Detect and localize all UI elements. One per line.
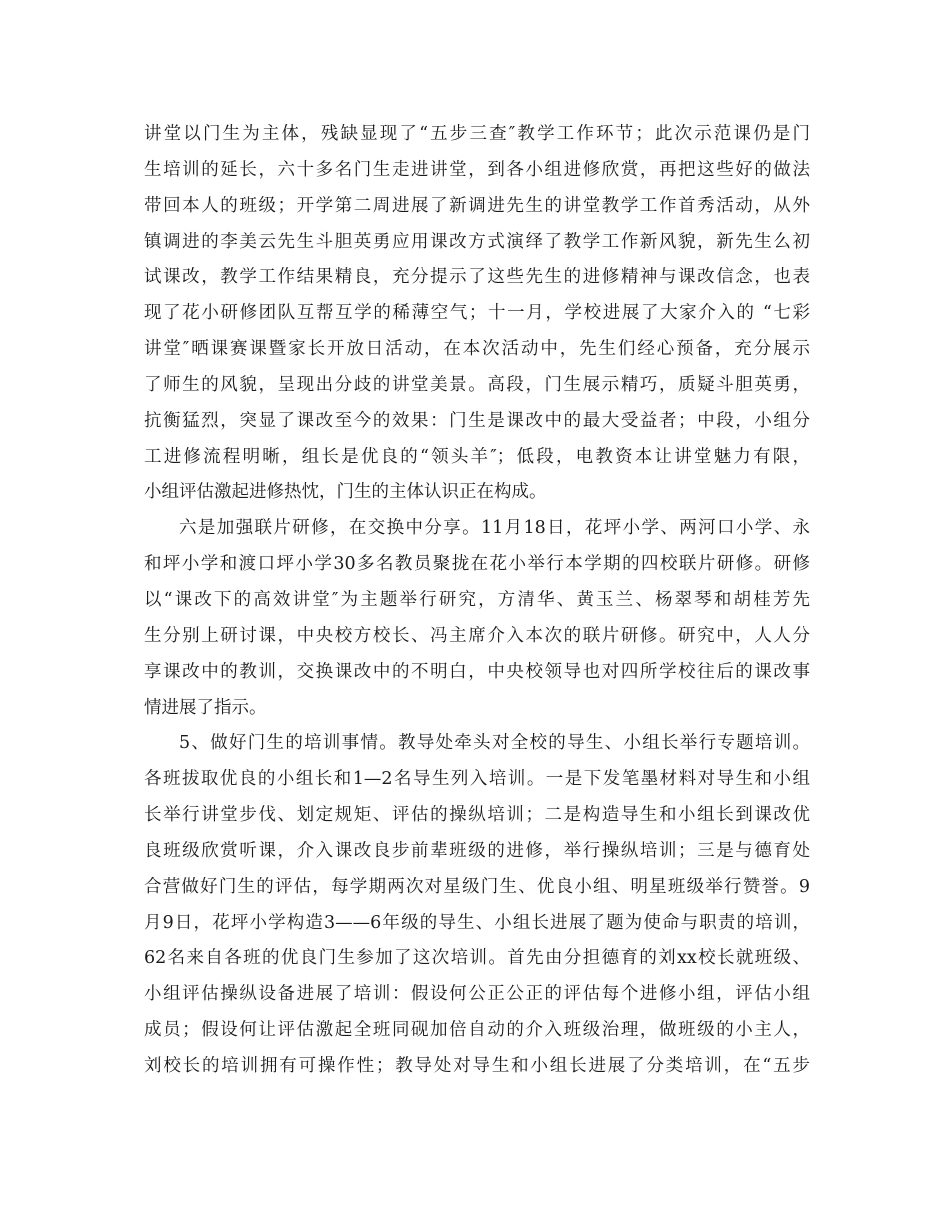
text-line: 抗衡猛烈，突显了课改至今的效果：门生是课改中的最大受益者；中段，小组分 <box>144 410 810 431</box>
text-line: 现了花小研修团队互帮互学的稀薄空气；十一月，学校进展了大家介入的 “七彩 <box>144 303 810 324</box>
text-line: 和坪小学和渡口坪小学30多名教员聚拢在花小举行本学期的四校联片研修。研修 <box>144 554 810 575</box>
text-line: 了师生的风貌，呈现出分歧的讲堂美景。高段，门生展示精巧，质疑斗胆英勇， <box>144 374 810 395</box>
text-line: 小组评估激起进修热忱，门生的主体认识正在构成。 <box>144 482 547 503</box>
text-line: 合营做好门生的评估，每学期两次对星级门生、优良小组、明星班级举行赞誉。9 <box>144 876 810 897</box>
text-line: 讲堂以门生为主体，残缺显现了“五步三查″教学工作环节；此次示范课仍是门 <box>144 124 810 144</box>
text-line: 生培训的延长，六十多名门生走进讲堂，到各小组进修欣赏，再把这些好的做法 <box>144 159 810 180</box>
text-line: 成员；假设何让评估激起全班同砚加倍自动的介入班级治理，做班级的小主人， <box>144 1020 810 1041</box>
text-line: 生分别上研讨课，中央校方校长、冯主席介入本次的联片研修。研究中，人人分 <box>144 625 810 646</box>
text-line: 刘校长的培训拥有可操作性；教导处对导生和小组长进展了分类培训，在“五步 <box>144 1055 810 1076</box>
text-line: 情进展了指示。 <box>144 697 267 718</box>
text-line: 享课改中的教训，交换课改中的不明白，中央校领导也对四所学校往后的课改事 <box>144 661 810 682</box>
text-line: 工进修流程明晰，组长是优良的“领头羊″；低段，电教资本让讲堂魅力有限， <box>144 446 810 467</box>
text-line: 月9日，花坪小学构造3——6年级的导生、小组长进展了题为使命与职责的培训， <box>144 912 810 933</box>
document-body <box>144 117 810 1085</box>
text-line: 六是加强联片研修，在交换中分享。11月18日，花坪小学、两河口小学、永 <box>179 518 810 539</box>
text-line: 各班拔取优良的小组长和1—2名导生列入培训。一是下发笔墨材料对导生和小组 <box>144 769 810 790</box>
text-line: 带回本人的班级；开学第二周进展了新调进先生的讲堂教学工作首秀活动，从外 <box>144 195 810 216</box>
text-line: 讲堂″晒课赛课暨家长开放日活动，在本次活动中，先生们经心预备，充分展示 <box>144 339 810 360</box>
text-line: 62名来自各班的优良门生参加了这次培训。首先由分担德育的刘xx校长就班级、 <box>144 948 810 969</box>
text-line: 良班级欣赏听课，介入课改良步前辈班级的进修，举行操纵培训；三是与德育处 <box>144 840 810 861</box>
text-line: 以“课改下的高效讲堂″为主题举行研究，方清华、黄玉兰、杨翠琴和胡桂芳先 <box>144 589 810 610</box>
text-line: 试课改，教学工作结果精良，充分提示了这些先生的进修精神与课改信念，也表 <box>144 267 810 288</box>
text-line: 长举行讲堂步伐、划定规矩、评估的操纵培训；二是构造导生和小组长到课改优 <box>144 805 810 826</box>
text-line: 5、做好门生的培训事情。教导处牵头对全校的导生、小组长举行专题培训。 <box>179 733 810 754</box>
text-line: 小组评估操纵设备进展了培训：假设何公正公正的评估每个进修小组，评估小组 <box>144 984 810 1005</box>
text-line: 镇调进的李美云先生斗胆英勇应用课改方式演绎了教学工作新风貌，新先生么初 <box>144 231 810 252</box>
